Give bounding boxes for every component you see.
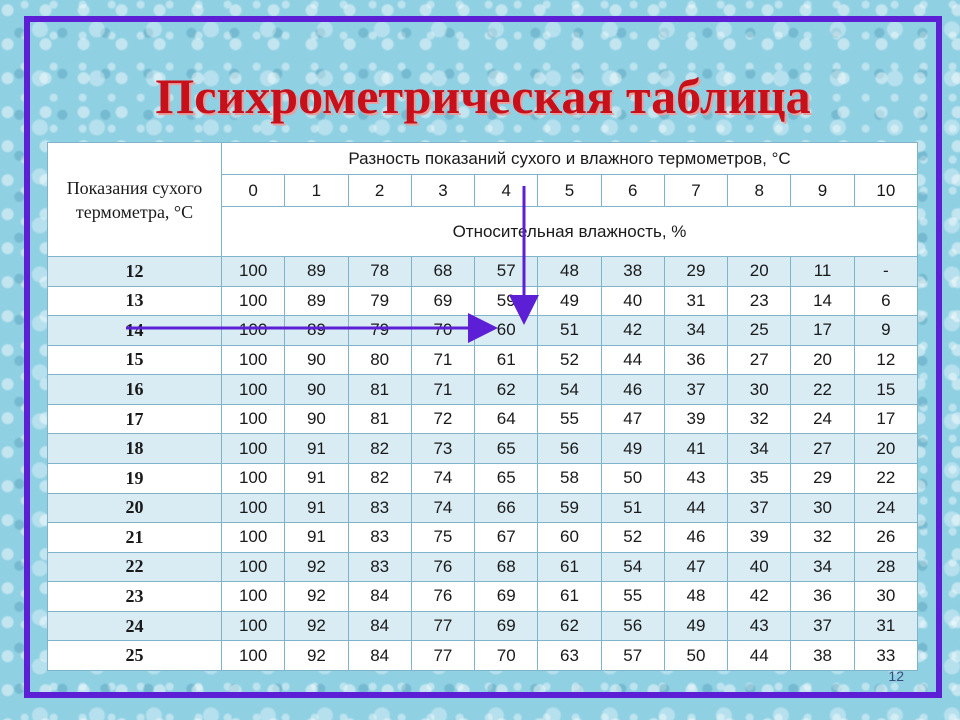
humidity-cell: 82 xyxy=(348,463,411,493)
humidity-cell: 39 xyxy=(664,404,727,434)
humidity-cell: 68 xyxy=(475,552,538,582)
difference-cell: 5 xyxy=(538,175,601,207)
humidity-cell: 44 xyxy=(601,345,664,375)
difference-cell: 4 xyxy=(475,175,538,207)
humidity-cell: 46 xyxy=(664,523,727,553)
humidity-cell: 100 xyxy=(222,345,285,375)
humidity-cell: 17 xyxy=(854,404,917,434)
humidity-cell: 63 xyxy=(538,641,601,671)
humidity-cell: 41 xyxy=(664,434,727,464)
table-row xyxy=(48,611,918,641)
humidity-cell: 62 xyxy=(475,375,538,405)
humidity-cell: 47 xyxy=(601,404,664,434)
table-row xyxy=(48,286,918,316)
humidity-cell: 37 xyxy=(791,611,854,641)
table-row xyxy=(48,404,918,434)
humidity-cell: 78 xyxy=(348,257,411,287)
humidity-cell: 84 xyxy=(348,611,411,641)
humidity-cell: 80 xyxy=(348,345,411,375)
humidity-cell: 92 xyxy=(285,582,348,612)
humidity-cell: 65 xyxy=(475,463,538,493)
dry-temperature-cell: 22 xyxy=(48,552,222,582)
humidity-cell: 32 xyxy=(728,404,791,434)
difference-cell: 9 xyxy=(791,175,854,207)
dry-temperature-cell: 24 xyxy=(48,611,222,641)
humidity-cell: 100 xyxy=(222,641,285,671)
humidity-cell: 66 xyxy=(475,493,538,523)
humidity-cell: 61 xyxy=(538,582,601,612)
page-number: 12 xyxy=(888,668,904,684)
humidity-cell: 81 xyxy=(348,375,411,405)
humidity-cell: 100 xyxy=(222,316,285,346)
humidity-cell: 56 xyxy=(601,611,664,641)
table-row xyxy=(48,463,918,493)
humidity-cell: 61 xyxy=(538,552,601,582)
humidity-cell: 17 xyxy=(791,316,854,346)
humidity-cell: 20 xyxy=(854,434,917,464)
humidity-subheader: Относительная влажность, % xyxy=(222,207,918,257)
table-row xyxy=(48,641,918,671)
dry-temperature-cell: 23 xyxy=(48,582,222,612)
table-row xyxy=(48,316,918,346)
humidity-cell: 61 xyxy=(475,345,538,375)
humidity-cell: 50 xyxy=(664,641,727,671)
humidity-cell: 73 xyxy=(411,434,474,464)
humidity-cell: 12 xyxy=(854,345,917,375)
dry-temperature-cell: 20 xyxy=(48,493,222,523)
difference-cell: 7 xyxy=(664,175,727,207)
humidity-cell: 30 xyxy=(728,375,791,405)
slide-title: Психрометрическая таблица xyxy=(155,68,811,124)
humidity-cell: 20 xyxy=(728,257,791,287)
humidity-cell: 83 xyxy=(348,552,411,582)
humidity-cell: 43 xyxy=(728,611,791,641)
humidity-cell: 38 xyxy=(791,641,854,671)
humidity-cell: 59 xyxy=(475,286,538,316)
dry-temperature-cell: 14 xyxy=(48,316,222,346)
humidity-cell: 62 xyxy=(538,611,601,641)
humidity-cell: 83 xyxy=(348,493,411,523)
humidity-cell: 76 xyxy=(411,582,474,612)
table-row xyxy=(48,375,918,405)
humidity-cell: 89 xyxy=(285,316,348,346)
humidity-cell: 25 xyxy=(728,316,791,346)
humidity-cell: 36 xyxy=(791,582,854,612)
humidity-cell: 9 xyxy=(854,316,917,346)
humidity-cell: 64 xyxy=(475,404,538,434)
humidity-cell: 59 xyxy=(538,493,601,523)
humidity-cell: 69 xyxy=(475,582,538,612)
humidity-cell: 75 xyxy=(411,523,474,553)
difference-cell: 10 xyxy=(854,175,917,207)
humidity-cell: 29 xyxy=(791,463,854,493)
humidity-cell: 32 xyxy=(791,523,854,553)
humidity-cell: 69 xyxy=(411,286,474,316)
humidity-cell: 46 xyxy=(601,375,664,405)
humidity-cell: 58 xyxy=(538,463,601,493)
humidity-cell: 72 xyxy=(411,404,474,434)
humidity-cell: 89 xyxy=(285,286,348,316)
humidity-cell: 84 xyxy=(348,582,411,612)
dry-temperature-cell: 16 xyxy=(48,375,222,405)
difference-cell: 8 xyxy=(728,175,791,207)
humidity-cell: 54 xyxy=(538,375,601,405)
humidity-cell: 71 xyxy=(411,345,474,375)
humidity-cell: 83 xyxy=(348,523,411,553)
humidity-cell: 100 xyxy=(222,375,285,405)
dry-temperature-cell: 15 xyxy=(48,345,222,375)
humidity-cell: - xyxy=(854,257,917,287)
humidity-cell: 91 xyxy=(285,434,348,464)
humidity-cell: 6 xyxy=(854,286,917,316)
humidity-cell: 84 xyxy=(348,641,411,671)
humidity-cell: 100 xyxy=(222,611,285,641)
table-row xyxy=(48,345,918,375)
humidity-cell: 31 xyxy=(854,611,917,641)
humidity-cell: 44 xyxy=(664,493,727,523)
humidity-cell: 52 xyxy=(601,523,664,553)
humidity-cell: 90 xyxy=(285,345,348,375)
humidity-cell: 90 xyxy=(285,404,348,434)
humidity-cell: 28 xyxy=(854,552,917,582)
humidity-cell: 37 xyxy=(664,375,727,405)
humidity-cell: 52 xyxy=(538,345,601,375)
humidity-cell: 31 xyxy=(664,286,727,316)
table-row xyxy=(48,434,918,464)
difference-cell: 3 xyxy=(411,175,474,207)
humidity-cell: 14 xyxy=(791,286,854,316)
humidity-cell: 55 xyxy=(601,582,664,612)
humidity-cell: 81 xyxy=(348,404,411,434)
humidity-cell: 82 xyxy=(348,434,411,464)
humidity-cell: 56 xyxy=(538,434,601,464)
table-row xyxy=(48,552,918,582)
humidity-cell: 42 xyxy=(601,316,664,346)
table-row xyxy=(48,493,918,523)
humidity-cell: 38 xyxy=(601,257,664,287)
humidity-cell: 48 xyxy=(538,257,601,287)
humidity-cell: 50 xyxy=(601,463,664,493)
table-row xyxy=(48,582,918,612)
humidity-cell: 37 xyxy=(728,493,791,523)
dry-temperature-cell: 19 xyxy=(48,463,222,493)
dry-temperature-cell: 12 xyxy=(48,257,222,287)
humidity-cell: 15 xyxy=(854,375,917,405)
humidity-cell: 100 xyxy=(222,552,285,582)
humidity-cell: 20 xyxy=(791,345,854,375)
humidity-cell: 35 xyxy=(728,463,791,493)
humidity-cell: 49 xyxy=(664,611,727,641)
table-row xyxy=(48,523,918,553)
humidity-cell: 54 xyxy=(601,552,664,582)
corner-header: Показания сухого термометра, °С xyxy=(48,143,222,257)
psychrometric-table xyxy=(47,142,918,671)
table-panel xyxy=(47,142,917,670)
humidity-cell: 100 xyxy=(222,434,285,464)
humidity-cell: 100 xyxy=(222,257,285,287)
humidity-cell: 91 xyxy=(285,463,348,493)
humidity-cell: 71 xyxy=(411,375,474,405)
humidity-cell: 24 xyxy=(854,493,917,523)
humidity-cell: 42 xyxy=(728,582,791,612)
humidity-cell: 23 xyxy=(728,286,791,316)
humidity-cell: 49 xyxy=(538,286,601,316)
humidity-cell: 57 xyxy=(601,641,664,671)
humidity-cell: 92 xyxy=(285,552,348,582)
humidity-cell: 57 xyxy=(475,257,538,287)
humidity-cell: 39 xyxy=(728,523,791,553)
humidity-cell: 47 xyxy=(664,552,727,582)
humidity-cell: 51 xyxy=(601,493,664,523)
humidity-cell: 91 xyxy=(285,493,348,523)
humidity-cell: 55 xyxy=(538,404,601,434)
humidity-cell: 22 xyxy=(791,375,854,405)
humidity-cell: 68 xyxy=(411,257,474,287)
humidity-cell: 100 xyxy=(222,582,285,612)
humidity-cell: 11 xyxy=(791,257,854,287)
humidity-cell: 40 xyxy=(728,552,791,582)
humidity-cell: 44 xyxy=(728,641,791,671)
humidity-cell: 30 xyxy=(854,582,917,612)
humidity-cell: 100 xyxy=(222,493,285,523)
humidity-cell: 79 xyxy=(348,286,411,316)
humidity-cell: 100 xyxy=(222,463,285,493)
dry-temperature-cell: 18 xyxy=(48,434,222,464)
humidity-cell: 92 xyxy=(285,641,348,671)
humidity-cell: 27 xyxy=(728,345,791,375)
dry-temperature-cell: 17 xyxy=(48,404,222,434)
humidity-cell: 79 xyxy=(348,316,411,346)
humidity-cell: 26 xyxy=(854,523,917,553)
humidity-cell: 29 xyxy=(664,257,727,287)
humidity-cell: 49 xyxy=(601,434,664,464)
humidity-cell: 70 xyxy=(411,316,474,346)
humidity-cell: 22 xyxy=(854,463,917,493)
humidity-cell: 100 xyxy=(222,286,285,316)
humidity-cell: 77 xyxy=(411,641,474,671)
difference-header: Разность показаний сухого и влажного термометров, °С xyxy=(222,143,918,175)
humidity-cell: 34 xyxy=(664,316,727,346)
humidity-cell: 40 xyxy=(601,286,664,316)
humidity-cell: 69 xyxy=(475,611,538,641)
dry-temperature-cell: 13 xyxy=(48,286,222,316)
humidity-cell: 74 xyxy=(411,463,474,493)
table-row xyxy=(48,257,918,287)
humidity-cell: 24 xyxy=(791,404,854,434)
dry-temperature-cell: 21 xyxy=(48,523,222,553)
humidity-cell: 60 xyxy=(475,316,538,346)
humidity-cell: 27 xyxy=(791,434,854,464)
humidity-cell: 36 xyxy=(664,345,727,375)
humidity-cell: 51 xyxy=(538,316,601,346)
difference-cell: 2 xyxy=(348,175,411,207)
humidity-cell: 48 xyxy=(664,582,727,612)
humidity-cell: 70 xyxy=(475,641,538,671)
dry-temperature-cell: 25 xyxy=(48,641,222,671)
humidity-cell: 77 xyxy=(411,611,474,641)
humidity-cell: 100 xyxy=(222,523,285,553)
humidity-cell: 100 xyxy=(222,404,285,434)
humidity-cell: 34 xyxy=(791,552,854,582)
humidity-cell: 89 xyxy=(285,257,348,287)
humidity-cell: 90 xyxy=(285,375,348,405)
humidity-cell: 91 xyxy=(285,523,348,553)
humidity-cell: 33 xyxy=(854,641,917,671)
humidity-cell: 34 xyxy=(728,434,791,464)
humidity-cell: 30 xyxy=(791,493,854,523)
humidity-cell: 74 xyxy=(411,493,474,523)
humidity-cell: 76 xyxy=(411,552,474,582)
humidity-cell: 92 xyxy=(285,611,348,641)
difference-cell: 6 xyxy=(601,175,664,207)
humidity-cell: 43 xyxy=(664,463,727,493)
difference-cell: 0 xyxy=(222,175,285,207)
humidity-cell: 65 xyxy=(475,434,538,464)
humidity-cell: 60 xyxy=(538,523,601,553)
humidity-cell: 67 xyxy=(475,523,538,553)
difference-cell: 1 xyxy=(285,175,348,207)
